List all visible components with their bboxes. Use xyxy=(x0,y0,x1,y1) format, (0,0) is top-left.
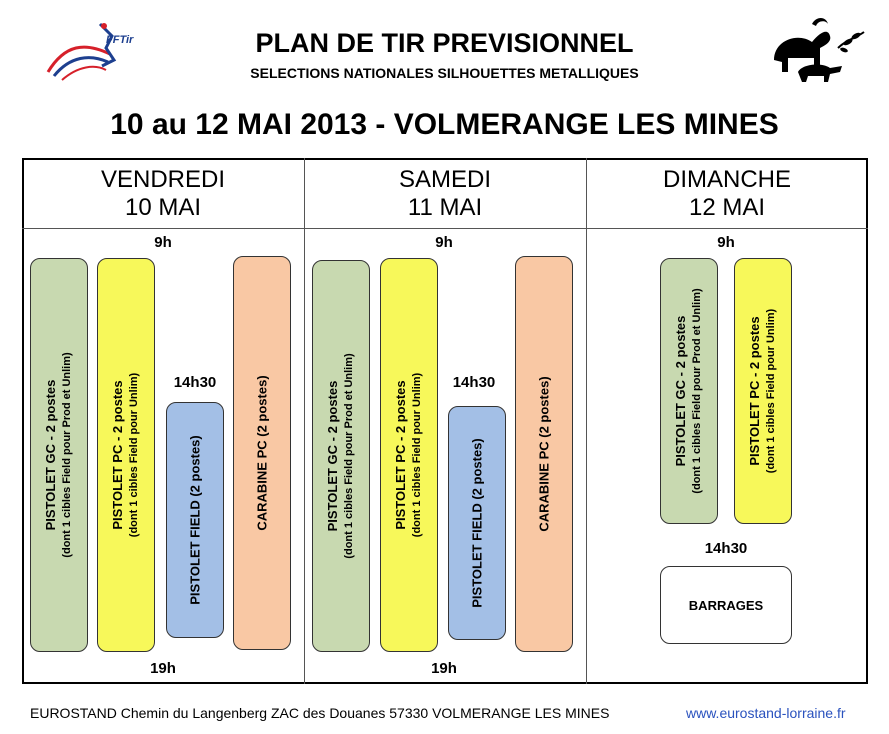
day-header-sunday xyxy=(586,166,868,226)
mid-time-friday: 14h30 xyxy=(173,374,217,391)
event-pistolet-gc-sunday xyxy=(660,258,718,524)
page-title: PLAN DE TIR PREVISIONNEL xyxy=(255,28,634,58)
event-pistolet-field-saturday xyxy=(448,406,506,640)
event-title: PISTOLET FIELD (2 postes) xyxy=(187,435,203,605)
logo-text: FFTir xyxy=(106,34,134,46)
start-time-friday: 9h xyxy=(154,234,172,251)
footer-website-link[interactable]: www.eurostand-lorraine.fr xyxy=(686,705,846,721)
event-title: CARABINE PC (2 postes) xyxy=(254,375,270,531)
footer-address: EUROSTAND Chemin du Langenberg ZAC des Douanes 57330 VOLMERANGE LES MINES xyxy=(30,705,610,721)
end-time-saturday: 19h xyxy=(431,660,457,677)
event-pistolet-pc-saturday xyxy=(380,258,438,652)
day-header-friday xyxy=(22,166,304,226)
event-title: PISTOLET GC - 2 postes xyxy=(43,379,58,531)
event-carabine-pc-friday xyxy=(233,256,291,650)
event-pistolet-pc-sunday xyxy=(734,258,792,524)
day-name: VENDREDI xyxy=(100,166,226,193)
event-subtitle: (dont 1 cibles Field pour Prod et Unlim) xyxy=(691,288,703,494)
start-time-saturday: 9h xyxy=(435,234,453,251)
mid-time-saturday: 14h30 xyxy=(452,374,496,391)
event-subtitle: (dont 1 cibles Field pour Unlim) xyxy=(128,372,140,538)
event-carabine-pc-saturday xyxy=(515,256,573,652)
day-name: DIMANCHE xyxy=(662,166,791,193)
event-title: PISTOLET PC - 2 postes xyxy=(110,380,125,530)
event-heading: 10 au 12 MAI 2013 - VOLMERANGE LES MINES xyxy=(110,108,779,141)
event-pistolet-field-friday xyxy=(166,402,224,638)
day-date: 12 MAI xyxy=(688,194,766,221)
header-divider xyxy=(22,228,868,229)
day-name: SAMEDI xyxy=(398,166,491,193)
event-title: PISTOLET GC - 2 postes xyxy=(673,315,688,467)
event-title: CARABINE PC (2 postes) xyxy=(536,376,552,532)
day-date: 10 MAI xyxy=(124,194,202,221)
event-subtitle: (dont 1 cibles Field pour Unlim) xyxy=(411,372,423,538)
start-time-sunday: 9h xyxy=(717,234,735,251)
event-title: PISTOLET GC - 2 postes xyxy=(325,380,340,532)
event-pistolet-pc-friday xyxy=(97,258,155,652)
end-time-friday: 19h xyxy=(150,660,176,677)
event-title: PISTOLET PC - 2 postes xyxy=(393,380,408,530)
day-header-saturday xyxy=(304,166,586,226)
page-subtitle: SELECTIONS NATIONALES SILHOUETTES METALLIQUES xyxy=(250,65,639,81)
event-title: PISTOLET PC - 2 postes xyxy=(747,316,762,466)
event-pistolet-gc-friday xyxy=(30,258,88,652)
event-subtitle: (dont 1 cibles Field pour Unlim) xyxy=(765,308,777,474)
event-pistolet-gc-saturday xyxy=(312,260,370,652)
event-title: PISTOLET FIELD (2 postes) xyxy=(469,438,485,608)
column-divider xyxy=(586,158,587,684)
event-barrages-sunday xyxy=(660,566,792,644)
event-subtitle: (dont 1 cibles Field pour Prod et Unlim) xyxy=(61,352,73,558)
day-date: 11 MAI xyxy=(407,194,483,221)
event-subtitle: (dont 1 cibles Field pour Prod et Unlim) xyxy=(343,353,355,559)
column-divider xyxy=(304,158,305,684)
event-title: BARRAGES xyxy=(688,597,764,613)
mid-time-sunday: 14h30 xyxy=(704,540,748,557)
